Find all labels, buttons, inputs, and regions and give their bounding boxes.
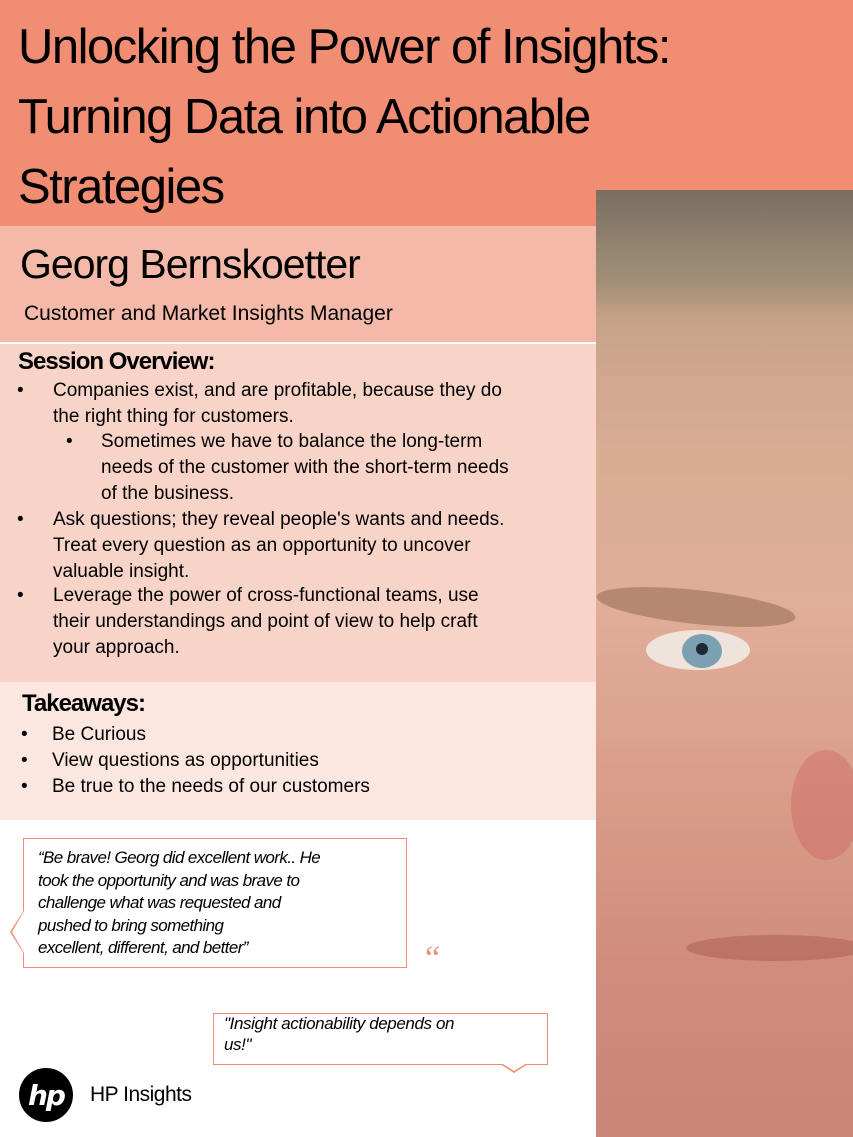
photo-nose	[791, 750, 853, 860]
quote-line: “Be brave! Georg did excellent work.. He	[38, 848, 321, 867]
quote-line: us!"	[224, 1035, 252, 1054]
overview-heading: Session Overview:	[18, 348, 215, 375]
overview-subbullet-1	[66, 429, 509, 507]
bullet-dot: •	[17, 380, 24, 401]
photo-hair	[596, 190, 853, 310]
title-line-3: Strategies	[18, 160, 224, 214]
quote-line: excellent, different, and better”	[38, 938, 248, 957]
photo-brow	[596, 580, 797, 635]
takeaway-item-3	[21, 774, 370, 800]
quote-1-text	[38, 847, 388, 960]
bullet-text-line: Treat every question as an opportunity to uncover	[53, 535, 471, 556]
bullet-dot: •	[17, 509, 24, 530]
quote-mark-icon: “	[425, 940, 441, 977]
photo-lip	[686, 935, 853, 961]
quote-2-text	[224, 1013, 524, 1055]
takeaway-item-1	[21, 722, 146, 748]
bullet-text-line: needs of the customer with the short-term needs	[101, 457, 509, 478]
takeaways-heading: Takeaways:	[22, 690, 145, 717]
bullet-text-line: valuable insight.	[53, 561, 190, 582]
quote-line: challenge what was requested and	[38, 893, 281, 912]
logo-lettering: hp	[28, 1078, 64, 1112]
quote-bubble-1-tail-fill	[12, 911, 24, 953]
takeaway-item-2	[21, 748, 319, 774]
bullet-text-line: the right thing for customers.	[53, 406, 294, 427]
overview-bullet-3	[17, 583, 479, 661]
bullet-text-line: Leverage the power of cross-functional teams, use	[53, 585, 479, 606]
bullet-dot: •	[21, 776, 28, 797]
bullet-text-line: their understandings and point of view to help craft	[53, 611, 478, 632]
bullet-text-line: Sometimes we have to balance the long-term	[101, 431, 483, 452]
photo-pupil	[696, 643, 708, 655]
bullet-text-line: of the business.	[101, 483, 235, 504]
quote-bubble-2-tail-fill	[501, 1063, 527, 1071]
quote-line: "Insight actionability depends on	[224, 1014, 455, 1033]
overview-bullet-1	[17, 378, 502, 430]
quote-line: pushed to bring something	[38, 915, 224, 935]
brand-name: HP Insights	[90, 1083, 192, 1106]
takeaway-text: View questions as opportunities	[52, 750, 319, 771]
speaker-photo	[596, 190, 853, 1137]
bullet-text-line: Ask questions; they reveal people's wants and needs.	[53, 509, 505, 530]
bullet-dot: •	[21, 724, 28, 745]
speaker-name: Georg Bernskoetter	[20, 241, 360, 287]
title-line-2: Turning Data into Actionable	[18, 90, 590, 144]
overview-bullet-2	[17, 507, 505, 585]
bullet-text-line: Companies exist, and are profitable, because they do	[53, 380, 502, 401]
bullet-dot: •	[66, 431, 73, 452]
title-line-1: Unlocking the Power of Insights:	[18, 20, 670, 74]
takeaway-text: Be true to the needs of our customers	[52, 776, 370, 797]
bullet-dot: •	[17, 585, 24, 606]
bullet-text-line: your approach.	[53, 637, 180, 658]
bullet-dot: •	[21, 750, 28, 771]
speaker-role: Customer and Market Insights Manager	[24, 302, 393, 325]
takeaway-text: Be Curious	[52, 724, 146, 745]
hp-logo-icon	[19, 1068, 73, 1122]
quote-line: took the opportunity and was brave to	[38, 870, 300, 890]
